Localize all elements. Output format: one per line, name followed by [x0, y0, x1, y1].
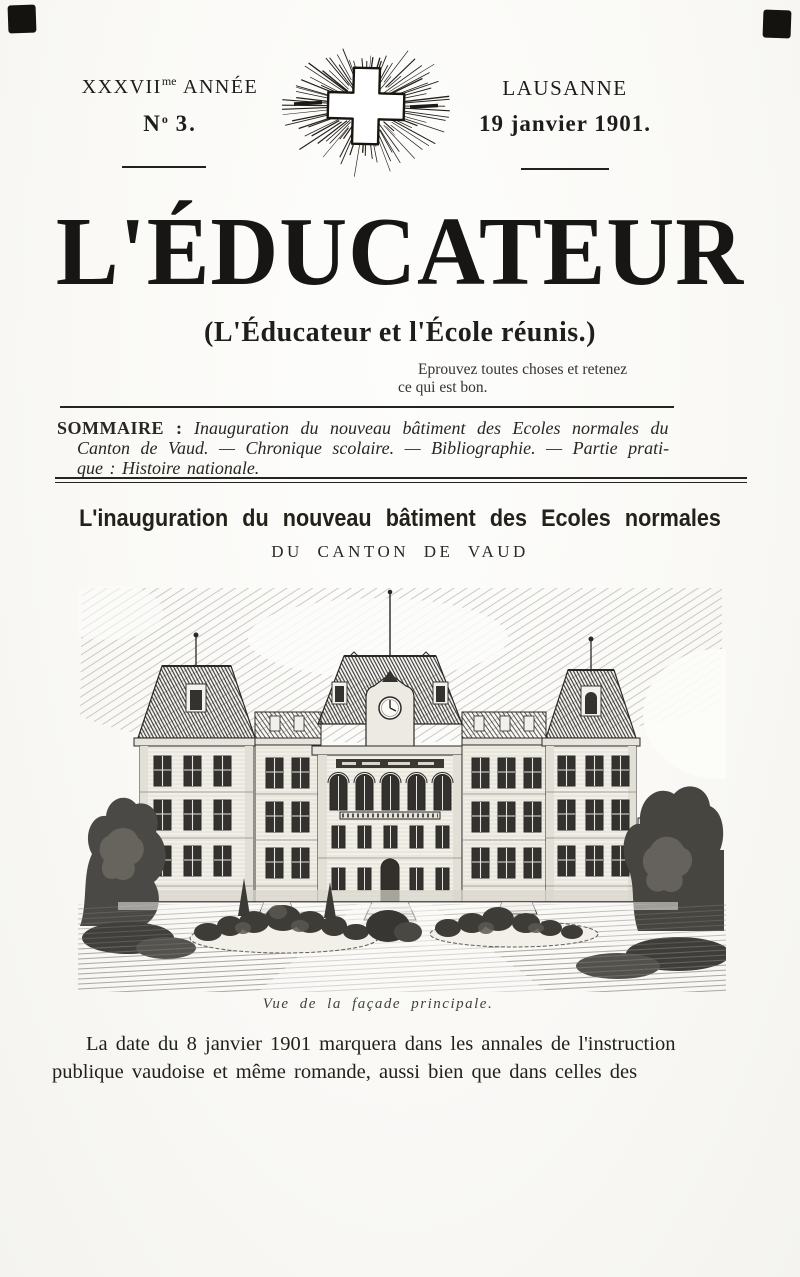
header-rule-left [122, 166, 206, 168]
city-date-block [445, 76, 685, 137]
issue-number: $N^o$ 3. [143, 111, 197, 136]
article-title: L'inauguration du nouveau bâtiment des Ecoles normales [79, 505, 721, 532]
double-rule [55, 477, 747, 483]
masthead-subtitle: (L'Éducateur et l'École réunis.) [204, 317, 596, 348]
city-label: LAUSANNE [502, 76, 628, 100]
sunburst-bold-ray-left [294, 103, 322, 105]
sommaire-line2: Canton de Vaud. — Chronique scolaire. — Bibliographie. — Partie prati- [77, 438, 670, 458]
building-engraving [78, 586, 726, 992]
sunburst-bold-ray-right [410, 106, 438, 108]
scan-corner-mark-top-left [8, 5, 37, 34]
motto-line2: ce qui est bon. [398, 378, 488, 396]
divider-rule [60, 406, 674, 408]
sommaire-label: SOMMAIRE : [57, 418, 183, 438]
sommaire-line1: SOMMAIRE : Inauguration du nouveau bâtiment des Ecoles normales du [57, 418, 669, 438]
date-label: 19 janvier 1901. [478, 111, 652, 136]
article-subtitle: DU CANTON DE VAUD [271, 542, 529, 561]
swiss-cross-emblem [276, 30, 456, 182]
body-line2: publique vaudoise et même romande, aussi bien que dans celles des [52, 1061, 638, 1083]
masthead-title: L'ÉDUCATEUR [55, 197, 745, 307]
sommaire-block [57, 418, 749, 478]
body-paragraph [52, 1030, 752, 1086]
body-line1: La date du 8 janvier 1901 marquera dans les annales de l'instruction [86, 1033, 676, 1055]
motto [398, 361, 668, 396]
volume-label: $XXXVII^{me}$ ANNÉE [81, 74, 259, 98]
header-rule-right [521, 168, 609, 170]
sommaire-line3: que : Histoire nationale. [77, 458, 260, 478]
scan-corner-mark-top-right [763, 10, 792, 39]
volume-issue-block [40, 74, 300, 137]
engraving-caption: Vue de la façade principale. [262, 996, 494, 1012]
motto-line1: Eprouvez toutes choses et retenez [418, 361, 628, 378]
